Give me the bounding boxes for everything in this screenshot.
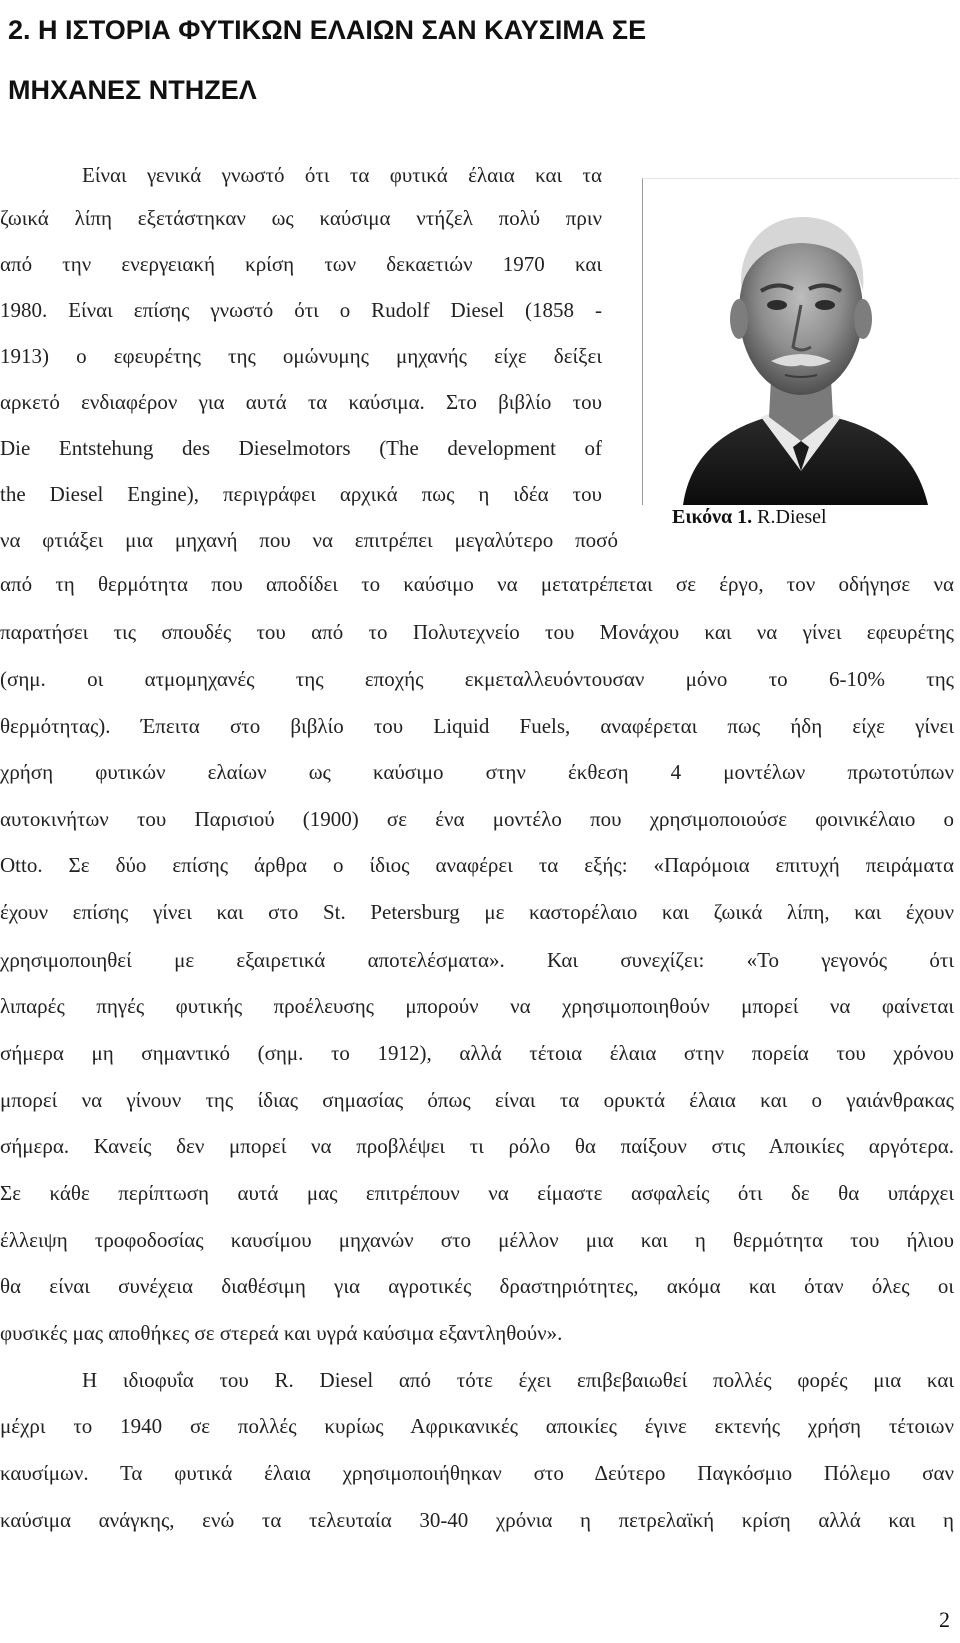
body-line: 1913) ο εφευρέτης της ομώνυμης μηχανής είχε δείξει <box>0 344 602 368</box>
body-line: μέχρι το 1940 σε πολλές κυρίως Αφρικανικές αποικίες έγινε εκτενής χρήση τέτοιων <box>0 1414 954 1438</box>
body-line: από την ενεργειακή κρίση των δεκαετιών 1970 και <box>0 252 602 276</box>
body-line: να φτιάξει μια μηχανή που να επιτρέπει μεγαλύτερο ποσό <box>0 528 618 552</box>
body-line: σήμερα. Κανείς δεν μπορεί να προβλέψει τι ρόλο θα παίξουν στις Αποικίες αργότερα. <box>0 1134 954 1158</box>
body-line: σήμερα μη σημαντικό (σημ. το 1912), αλλά τέτοια έλαια στην πορεία του χρόνου <box>0 1041 954 1065</box>
body-line: έχουν επίσης γίνει και στο St. Petersburg με καστορέλαιο και ζωικά λίπη, και έχουν <box>0 900 954 924</box>
body-line: θερμότητας). Έπειτα στο βιβλίο του Liquid Fuels, αναφέρεται πως ήδη είχε γίνει <box>0 714 954 738</box>
figure-caption-text: R.Diesel <box>752 506 827 528</box>
body-line: μπορεί να γίνουν της ίδιας σημασίας όπως είναι τα ορυκτά έλαια και ο γαιάνθρακας <box>0 1088 954 1112</box>
figure-portrait <box>642 178 958 552</box>
figure-caption-label: Εικόνα 1. <box>672 506 753 528</box>
body-line: 1980. Είναι επίσης γνωστό ότι ο Rudolf Diesel (1858 - <box>0 298 602 322</box>
body-line: αυτοκινήτων του Παρισιού (1900) σε ένα μοντέλο που χρησιμοποιούσε φοινικέλαιο ο <box>0 807 954 831</box>
heading-line-2: ΜΗΧΑΝΕΣ ΝΤΗΖΕΛ <box>8 75 257 105</box>
body-line: the Diesel Engine), περιγράφει αρχικά πως η ιδέα του <box>0 482 602 506</box>
body-line: Die Entstehung des Dieselmotors (The development of <box>0 436 602 460</box>
portrait-photo <box>642 178 959 505</box>
section-heading <box>8 0 948 120</box>
body-line: έλλειψη τροφοδοσίας καυσίμου μηχανών στο μέλλον μια και η θερμότητα του ήλιου <box>0 1228 954 1252</box>
body-line: καύσιμα ανάγκης, ενώ τα τελευταία 30-40 χρόνια η πετρελαϊκή κρίση αλλά και η <box>0 1508 954 1532</box>
body-line: Σε κάθε περίπτωση αυτά μας επιτρέπουν να είμαστε ασφαλείς ότι δε θα υπάρχει <box>0 1181 954 1205</box>
body-line: Η ιδιοφυΐα του R. Diesel από τότε έχει επιβεβαιωθεί πολλές φορές μια και <box>82 1368 954 1392</box>
body-line: χρησιμοποιηθεί με εξαιρετικά αποτελέσματα». Και συνεχίζει: «Το γεγονός ότι <box>0 948 954 972</box>
page-number: 2 <box>939 1607 950 1632</box>
body-line: Είναι γενικά γνωστό ότι τα φυτικά έλαια και τα <box>82 163 602 187</box>
portrait-photo-icon <box>643 179 959 505</box>
figure-caption <box>672 502 827 532</box>
body-line: αρκετό ενδιαφέρον για αυτά τα καύσιμα. Στο βιβλίο του <box>0 390 602 414</box>
body-line: από τη θερμότητα που αποδίδει το καύσιμο να μετατρέπεται σε έργο, τον οδήγησε να <box>0 572 954 596</box>
heading-line-1: 2. Η ΙΣΤΟΡΙΑ ΦΥΤΙΚΩΝ ΕΛΑΙΩΝ ΣΑΝ ΚΑΥΣΙΜΑ ΣΕ <box>8 15 647 45</box>
body-line: παρατήσει τις σπουδές του από το Πολυτεχνείο του Μονάχου και να γίνει εφευρέτης <box>0 620 954 644</box>
body-line: ζωικά λίπη εξετάστηκαν ως καύσιμα ντήζελ πολύ πριν <box>0 206 602 230</box>
body-line: Otto. Σε δύο επίσης άρθρα ο ίδιος αναφέρει τα εξής: «Παρόμοια επιτυχή πειράματα <box>0 853 954 877</box>
body-line: χρήση φυτικών ελαίων ως καύσιμο στην έκθεση 4 μοντέλων πρωτοτύπων <box>0 760 954 784</box>
body-line: καυσίμων. Τα φυτικά έλαια χρησιμοποιήθηκαν στο Δεύτερο Παγκόσμιο Πόλεμο σαν <box>0 1461 954 1485</box>
body-line: (σημ. οι ατμομηχανές της εποχής εκμεταλλευόντουσαν μόνο το 6-10% της <box>0 667 954 691</box>
body-line: λιπαρές πηγές φυτικής προέλευσης μπορούν να χρησιμοποιηθούν μπορεί να φαίνεται <box>0 994 954 1018</box>
body-line: φυσικές μας αποθήκες σε στερεά και υγρά καύσιμα εξαντληθούν». <box>0 1321 563 1345</box>
body-line: θα είναι συνέχεια διαθέσιμη για αγροτικές δραστηριότητες, ακόμα και όταν όλες οι <box>0 1274 954 1298</box>
